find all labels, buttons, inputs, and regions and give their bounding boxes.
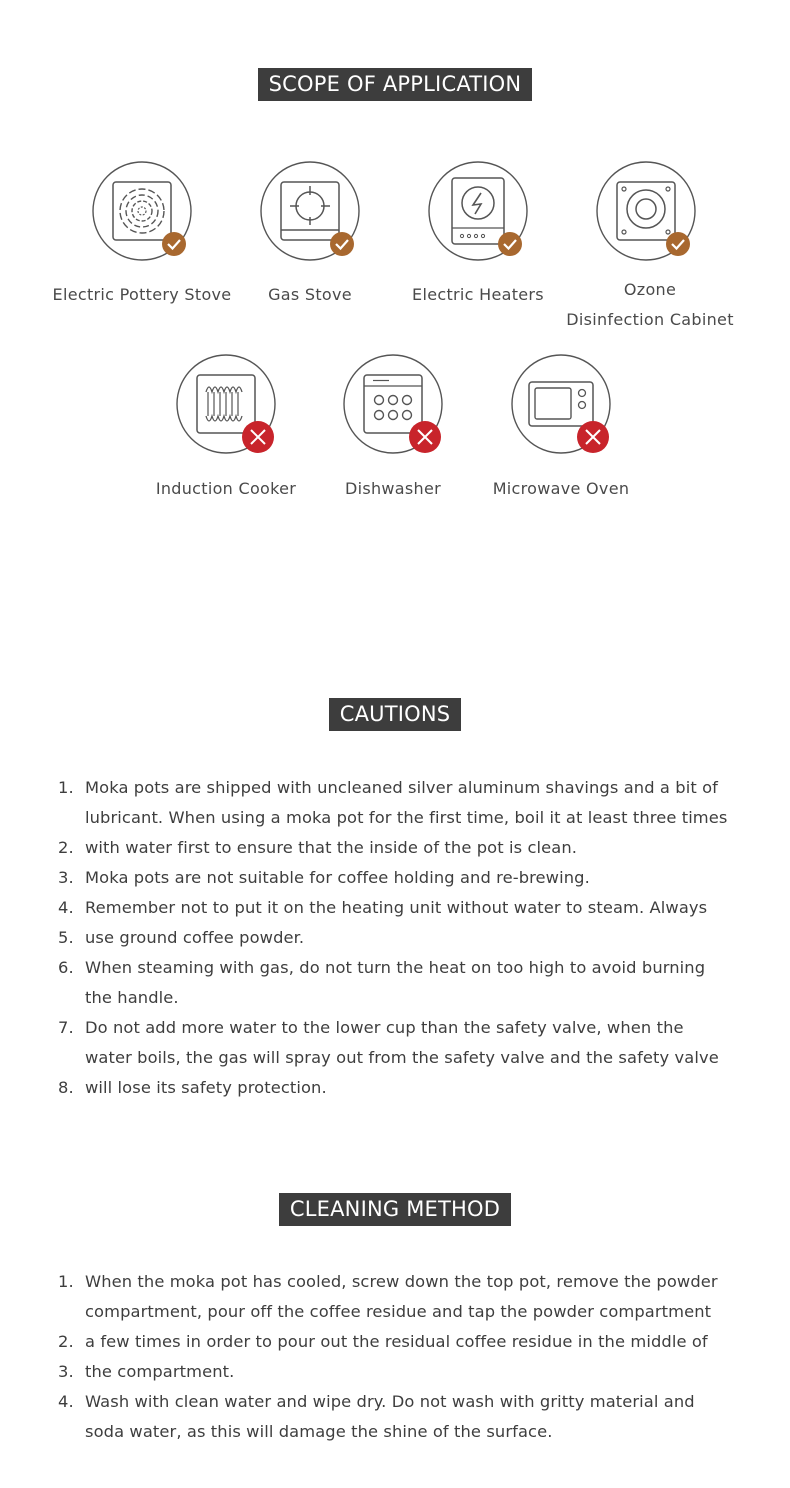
- cleaning-text: soda water, as this will damage the shine of the surface.: [85, 1422, 553, 1441]
- caution-text: with water first to ensure that the inside of the pot is clean.: [85, 838, 578, 857]
- caution-text: When steaming with gas, do not turn the heat on too high to avoid burning: [85, 958, 706, 977]
- scope-heading: [0, 68, 790, 101]
- cleaning-number: 1.: [58, 1272, 74, 1291]
- cleaning-number: 4.: [58, 1392, 74, 1411]
- caution-number: 5.: [58, 928, 74, 947]
- scope-title: SCOPE OF APPLICATION: [258, 68, 533, 101]
- caution-text: Do not add more water to the lower cup than the safety valve, when the: [85, 1018, 684, 1037]
- caution-text: Moka pots are shipped with uncleaned silver aluminum shavings and a bit of: [85, 778, 718, 797]
- caution-text: Remember not to put it on the heating unit without water to steam. Always: [85, 898, 708, 917]
- microwave-oven-icon: [511, 354, 611, 454]
- electric-heater-icon: [428, 161, 528, 261]
- caution-item: [58, 953, 734, 1013]
- caution-number: 2.: [58, 838, 74, 857]
- caution-item: [58, 863, 734, 893]
- caution-item: [58, 923, 734, 953]
- caution-item: [58, 1013, 734, 1073]
- caution-text: the handle.: [85, 988, 179, 1007]
- caution-number: 4.: [58, 898, 74, 917]
- caution-item: [58, 833, 734, 863]
- cleaning-text: When the moka pot has cooled, screw down the top pot, remove the powder: [85, 1272, 718, 1291]
- label-microwave-oven: Microwave Oven: [492, 479, 630, 498]
- pottery-stove-icon: [92, 161, 192, 261]
- label-ozone: Ozone: [623, 280, 677, 299]
- dishwasher-icon: [343, 354, 443, 454]
- caution-text: use ground coffee powder.: [85, 928, 305, 947]
- cleaning-item: [58, 1357, 734, 1387]
- cleaning-text: a few times in order to pour out the residual coffee residue in the middle of: [85, 1332, 708, 1351]
- caution-item: [58, 773, 734, 833]
- cleaning-item: [58, 1327, 734, 1357]
- disinfection-cabinet-icon: [596, 161, 696, 261]
- cautions-title: CAUTIONS: [329, 698, 462, 731]
- label-electric-heaters: Electric Heaters: [412, 285, 544, 304]
- label-electric-pottery-stove: Electric Pottery Stove: [52, 285, 232, 304]
- caution-number: 1.: [58, 778, 74, 797]
- caution-number: 3.: [58, 868, 74, 887]
- cleaning-text: compartment, pour off the coffee residue and tap the powder compartment: [85, 1302, 712, 1321]
- caution-text: will lose its safety protection.: [85, 1078, 327, 1097]
- label-gas-stove: Gas Stove: [268, 285, 352, 304]
- label-induction-cooker: Induction Cooker: [155, 479, 297, 498]
- cautions-list: [58, 773, 734, 1103]
- cleaning-title: CLEANING METHOD: [279, 1193, 511, 1226]
- label-disinfection-cabinet: Disinfection Cabinet: [566, 310, 734, 329]
- caution-number: 8.: [58, 1078, 74, 1097]
- label-dishwasher: Dishwasher: [344, 479, 442, 498]
- caution-text: Moka pots are not suitable for coffee holding and re-brewing.: [85, 868, 590, 887]
- cleaning-text: Wash with clean water and wipe dry. Do not wash with gritty material and: [85, 1392, 695, 1411]
- cleaning-text: the compartment.: [85, 1362, 235, 1381]
- cleaning-number: 2.: [58, 1332, 74, 1351]
- cleaning-number: 3.: [58, 1362, 74, 1381]
- caution-number: 6.: [58, 958, 74, 977]
- cleaning-item: [58, 1267, 734, 1327]
- cleaning-list: [58, 1267, 734, 1447]
- caution-number: 7.: [58, 1018, 74, 1037]
- induction-cooker-icon: [176, 354, 276, 454]
- cleaning-heading: [0, 1193, 790, 1226]
- cleaning-item: [58, 1387, 734, 1447]
- caution-item: [58, 1073, 734, 1103]
- caution-text: lubricant. When using a moka pot for the first time, boil it at least three times: [85, 808, 728, 827]
- caution-item: [58, 893, 734, 923]
- cautions-heading: [0, 698, 790, 731]
- gas-stove-icon: [260, 161, 360, 261]
- caution-text: water boils, the gas will spray out from the safety valve and the safety valve: [85, 1048, 719, 1067]
